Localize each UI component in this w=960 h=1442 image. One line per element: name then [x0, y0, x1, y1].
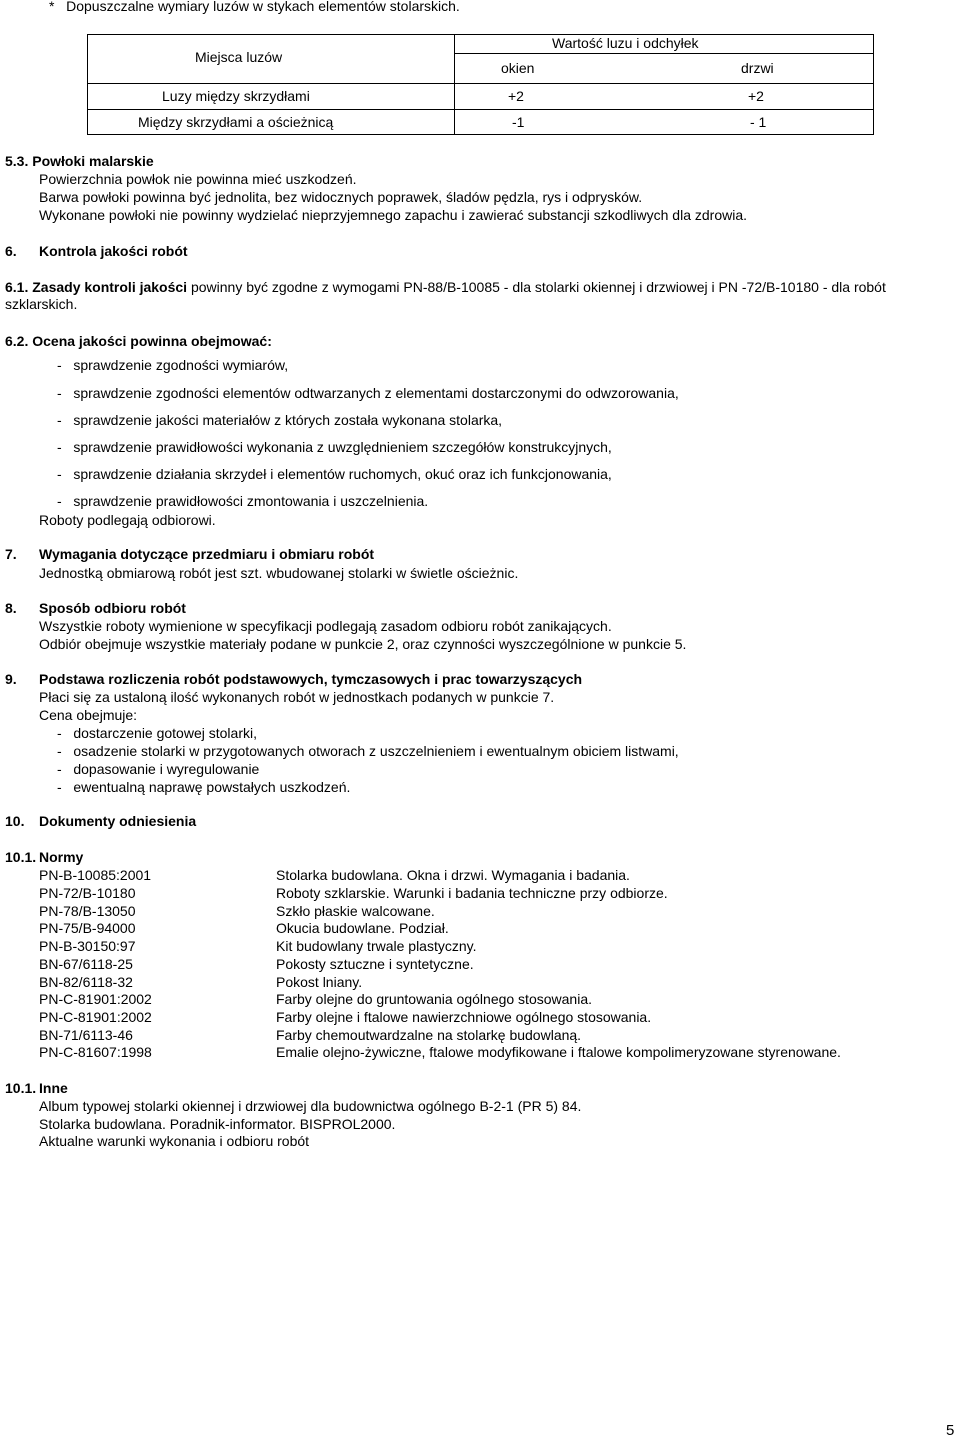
- norm-desc: Pokosty sztuczne i syntetyczne.: [276, 956, 474, 972]
- s8-line-1: Wszystkie roboty wymienione w specyfikacji podlegają zasadom odbioru robót zanikających.: [39, 618, 612, 634]
- norm-desc: Pokost lniany.: [276, 974, 363, 990]
- header-value: Wartość luzu i odchyłek: [552, 35, 699, 51]
- norm-code: BN-67/6118-25: [39, 956, 133, 972]
- norm-code: BN-71/6113-46: [39, 1027, 133, 1043]
- norm-desc: Okucia budowlane. Podział.: [276, 920, 449, 936]
- section-8-num: 8.: [5, 600, 17, 616]
- row2-label: Między skrzydłami a ościeżnicą: [138, 114, 334, 130]
- s62-item-6: - sprawdzenie prawidłowości zmontowania i uszczelnienia.: [57, 493, 429, 509]
- s7-line: Jednostką obmiarową robót jest szt. wbudowanej stolarki w świetle ościeżnic.: [39, 565, 519, 581]
- norm-code: BN-82/6118-32: [39, 974, 133, 990]
- clearance-table: [87, 34, 874, 135]
- section-8-title: Sposób odbioru robót: [39, 600, 186, 616]
- s62-item-4: - sprawdzenie prawidłowości wykonania z uwzględnieniem szczegółów konstrukcyjnych,: [57, 439, 612, 455]
- norm-code: PN-75/B-94000: [39, 920, 136, 936]
- section-5-3-title: 5.3. Powłoki malarskie: [5, 153, 154, 169]
- s61-lead: 6.1. Zasady kontroli jakości: [5, 279, 188, 295]
- row2-drzwi: - 1: [750, 114, 767, 130]
- section-10-title: Dokumenty odniesienia: [39, 813, 197, 829]
- norm-code: PN-C-81901:2002: [39, 1009, 152, 1025]
- norm-code: PN-C-81607:1998: [39, 1044, 152, 1060]
- norm-code: PN-B-10085:2001: [39, 867, 152, 883]
- section-9-title: Podstawa rozliczenia robót podstawowych, tymczasowych i prac towarzyszących: [39, 671, 583, 687]
- section-6-num: 6.: [5, 243, 17, 259]
- footnote: * Dopuszczalne wymiary luzów w stykach elementów stolarskich.: [49, 0, 460, 14]
- section-7-title: Wymagania dotyczące przedmiaru i obmiaru robót: [39, 546, 375, 562]
- section-10-num: 10.: [5, 813, 25, 829]
- section-10-1b-title: Inne: [39, 1080, 68, 1096]
- s53-line-3: Wykonane powłoki nie powinny wydzielać nieprzyjemnego zapachu i zawierać substancji szkodliwych dla zdrowia.: [39, 207, 747, 223]
- s9-line-2: Cena obejmuje:: [39, 707, 138, 723]
- s62-item-5: - sprawdzenie działania skrzydeł i elementów ruchomych, okuć oraz ich funkcjonowania,: [57, 466, 612, 482]
- section-6-title: Kontrola jakości robót: [39, 243, 188, 259]
- section-6-1: [5, 279, 945, 313]
- s62-item-3: - sprawdzenie jakości materiałów z których została wykonana stolarka,: [57, 412, 503, 428]
- s9-item-2: - osadzenie stolarki w przygotowanych otworach z uszczelnieniem i ewentualnym obiciem listwami,: [57, 743, 679, 759]
- norm-desc: Farby olejne i ftalowe nawierzchniowe ogólnego stosowania.: [276, 1009, 652, 1025]
- norm-desc: Farby olejne do gruntowania ogólnego stosowania.: [276, 991, 592, 1007]
- row2-okien: -1: [512, 114, 525, 130]
- other-doc-3: Aktualne warunki wykonania i odbioru robót: [39, 1133, 310, 1149]
- section-10-1-title: Normy: [39, 849, 84, 865]
- norm-code: PN-78/B-13050: [39, 903, 136, 919]
- s53-line-2: Barwa powłoki powinna być jednolita, bez widocznych poprawek, śladów pędzla, rys i odprysków.: [39, 189, 643, 205]
- s8-line-2: Odbiór obejmuje wszystkie materiały podane w punkcie 2, oraz czynności wyszczególnione w punkcie 5.: [39, 636, 687, 652]
- s62-item-1: - sprawdzenie zgodności wymiarów,: [57, 357, 289, 373]
- s62-after: Roboty podlegają odbiorowi.: [39, 512, 216, 528]
- header-drzwi: drzwi: [741, 60, 774, 76]
- norm-code: PN-B-30150:97: [39, 938, 136, 954]
- s61-text: powinny być zgodne z wymogami PN-88/B-10085 - dla stolarki okiennej i drzwiowej i PN -72/B-10180 - dla robót szklarskich.: [5, 279, 886, 312]
- header-places: Miejsca luzów: [195, 49, 283, 65]
- s62-item-2: - sprawdzenie zgodności elementów odtwarzanych z elementami dostarczonymi do odwzorowania,: [57, 385, 679, 401]
- norm-desc: Emalie olejno-żywiczne, ftalowe modyfikowane i ftalowe kompolimeryzowane styrenowane.: [276, 1044, 841, 1060]
- norm-code: PN-C-81901:2002: [39, 991, 152, 1007]
- s53-line-1: Powierzchnia powłok nie powinna mieć uszkodzeń.: [39, 171, 357, 187]
- other-doc-1: Album typowej stolarki okiennej i drzwiowej dla budownictwa ogólnego B-2-1 (PR 5) 84.: [39, 1098, 582, 1114]
- page-number: 5: [946, 1422, 955, 1439]
- section-10-1-num: 10.1.: [5, 849, 37, 865]
- row1-label: Luzy między skrzydłami: [162, 88, 310, 104]
- row1-drzwi: +2: [748, 88, 764, 104]
- norm-desc: Kit budowlany trwale plastyczny.: [276, 938, 477, 954]
- norm-code: PN-72/B-10180: [39, 885, 136, 901]
- s9-item-4: - ewentualną naprawę powstałych uszkodzeń.: [57, 779, 351, 795]
- other-doc-2: Stolarka budowlana. Poradnik-informator. BISPROL2000.: [39, 1116, 396, 1132]
- section-6-2-title: 6.2. Ocena jakości powinna obejmować:: [5, 333, 272, 349]
- norm-desc: Farby chemoutwardzalne na stolarkę budowlaną.: [276, 1027, 582, 1043]
- section-7-num: 7.: [5, 546, 17, 562]
- header-okien: okien: [501, 60, 535, 76]
- norm-desc: Roboty szklarskie. Warunki i badania techniczne przy odbiorze.: [276, 885, 668, 901]
- section-10-1b-num: 10.1.: [5, 1080, 37, 1096]
- row1-okien: +2: [508, 88, 524, 104]
- s9-item-3: - dopasowanie i wyregulowanie: [57, 761, 260, 777]
- norm-desc: Stolarka budowlana. Okna i drzwi. Wymagania i badania.: [276, 867, 630, 883]
- s9-line-1: Płaci się za ustaloną ilość wykonanych robót w jednostkach podanych w punkcie 7.: [39, 689, 555, 705]
- section-9-num: 9.: [5, 671, 17, 687]
- s9-item-1: - dostarczenie gotowej stolarki,: [57, 725, 257, 741]
- norm-desc: Szkło płaskie walcowane.: [276, 903, 435, 919]
